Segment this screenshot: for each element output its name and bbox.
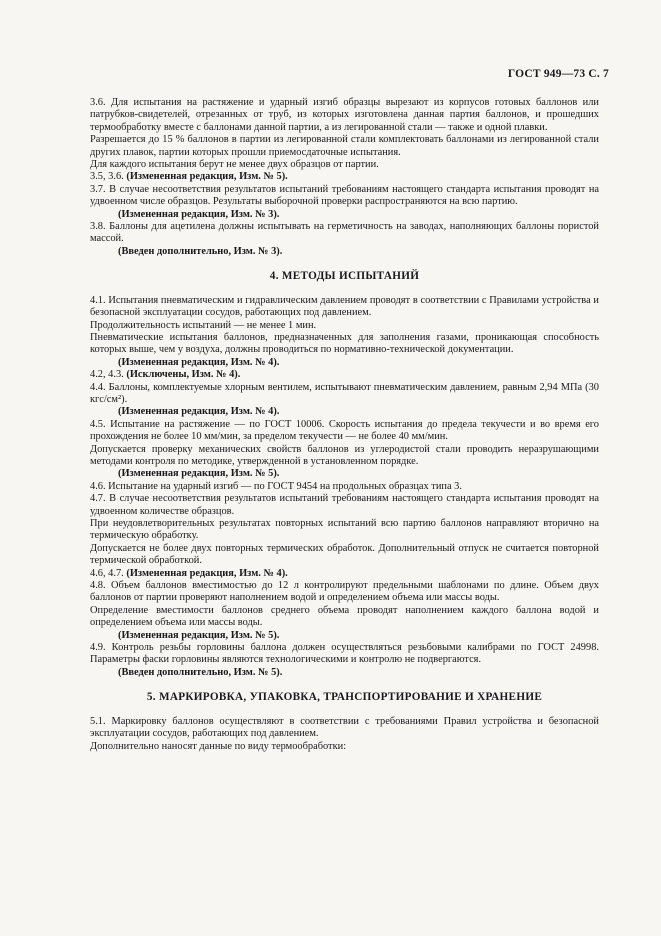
paragraph: Определение вместимости баллонов среднего объема проводят наполнением каждого баллона водой и определением объема или массы воды. — [90, 604, 599, 629]
paragraph: При неудовлетворительных результатах повторных испытаний всю партию баллонов направляют вторично на термическую обработку. — [90, 518, 599, 542]
paragraph: Дополнительно наносят данные по виду термообработки: — [90, 740, 347, 752]
paragraph: 4.8. Объем баллонов вместимостью до 12 л контролируют предельными шаблонами по длине. Объем двух баллонов от партии проверяют наполнением водой и определением объема или массы воды. — [90, 580, 599, 604]
paragraph: Пневматические испытания баллонов, предназначенных для заполнения газами, проникающая способность которых выше, чем у воздуха, должны проводиться по нормативно-технической документации. — [90, 331, 599, 356]
clause-numbers: 3.5, 3.6. — [90, 171, 127, 183]
amendment-note: (Измененная редакция, Изм. № 5). — [118, 468, 280, 480]
paragraph: 3.6. Для испытания на растяжение и ударный изгиб образцы вырезают из корпусов готовых баллонов или патрубков-свидетелей, отрезанных от труб, из которых изготовлена данная партия баллонов, и прошедших термообработку вместе с баллонами данной партии, а из легированной стали — также и одной плавки. — [90, 97, 599, 133]
paragraph: Допускается проверку механических свойств баллонов из углеродистой стали проводить неразрушающими методами контроля по методике, утвержденной в установленном порядке. — [90, 443, 599, 467]
paragraph: 3.7. В случае несоответствия результатов испытаний требованиям настоящего стандарта испытания проводят на удвоенном числе образцов. Результаты выборочной проверки распространяются на всю партию. — [90, 183, 599, 208]
amendment-note: (Измененная редакция, Изм. № 3). — [118, 208, 280, 220]
amendment-line — [90, 369, 599, 381]
paragraph: 4.1. Испытания пневматическим и гидравлическим давлением проводят в соответствии с Правилами устройства и безопасной эксплуатации сосудов, работающих под давлением. — [90, 294, 599, 319]
paragraph: 4.7. В случае несоответствия результатов испытаний требованиям настоящего стандарта испытания проводят на удвоенном количестве образцов. — [90, 493, 599, 517]
paragraph: 4.9. Контроль резьбы горловины баллона должен осуществляться резьбовыми калибрами по ГОСТ 24998. Параметры фаски горловины являются технологическими и контролю не подвергаются. — [90, 642, 599, 666]
paragraph: Продолжительность испытаний — не менее 1 мин. — [90, 319, 317, 331]
paragraph: 4.5. Испытание на растяжение — по ГОСТ 10006. Скорость испытания до предела текучести и во время его прохождения не более 10 мм/мин, за пределом текучести — не более 40 мм/мин. — [90, 418, 599, 443]
page-header: ГОСТ 949—73 С. 7 — [507, 68, 609, 80]
paragraph: Для каждого испытания берут не менее двух образцов от партии. — [90, 159, 379, 171]
amendment-note: (Измененная редакция, Изм. № 5). — [118, 629, 280, 641]
paragraph: 3.8. Баллоны для ацетилена должны испытывать на герметичность на заводах, наполняющих баллоны пористой массой. — [90, 221, 599, 245]
paragraph: 4.4. Баллоны, комплектуемые хлорным вентилем, испытывают пневматическим давлением, равным 2,94 МПа (30 кгс/см²). — [90, 381, 599, 405]
clause-numbers: 4.6, 4.7. — [90, 567, 127, 579]
document-body — [90, 97, 599, 753]
clause-numbers: 4.2, 4.3. — [90, 369, 127, 381]
amendment-note: (Исключены, Изм. № 4). — [126, 369, 241, 381]
paragraph: Разрешается до 15 % баллонов в партии из легированной стали комплектовать баллонами из легированной стали других плавок, партии которых прошли приемосдаточные испытания. — [90, 134, 599, 158]
amendment-note: (Введен дополнительно, Изм. № 3). — [118, 245, 283, 257]
amendment-line — [90, 171, 599, 183]
section-heading: 4. МЕТОДЫ ИСПЫТАНИЙ — [269, 270, 420, 283]
amendment-line — [90, 568, 599, 580]
amendment-note: (Введен дополнительно, Изм. № 5). — [118, 666, 283, 678]
section-heading: 5. МАРКИРОВКА, УПАКОВКА, ТРАНСПОРТИРОВАНИЕ И ХРАНЕНИЕ — [146, 691, 543, 704]
amendment-note: (Измененная редакция, Изм. № 5). — [126, 171, 288, 183]
amendment-note: (Измененная редакция, Изм. № 4). — [118, 406, 280, 418]
paragraph: 5.1. Маркировку баллонов осуществляют в соответствии с требованиями Правил устройства и безопасной эксплуатации сосудов, работающих под давлением. — [90, 715, 599, 740]
paragraph: Допускается не более двух повторных термических обработок. Дополнительный отпуск не считается повторной термической обработкой. — [90, 542, 599, 567]
paragraph: 4.6. Испытание на ударный изгиб — по ГОСТ 9454 на продольных образцах типа 3. — [90, 480, 462, 492]
amendment-note: (Измененная редакция, Изм. № 4). — [126, 567, 288, 579]
amendment-note: (Измененная редакция, Изм. № 4). — [118, 356, 280, 368]
